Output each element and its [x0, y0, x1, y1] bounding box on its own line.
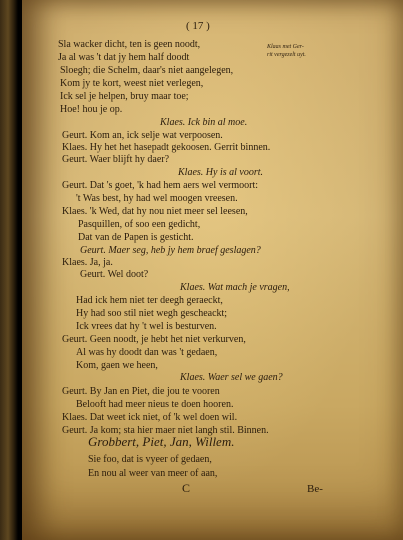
verse-line: Dat van de Papen is gesticht.: [78, 232, 194, 243]
verse-line: Klaes. Dat weet ick niet, of 'k wel doen wil.: [62, 412, 238, 423]
verse-line: Hoe! hou je op.: [60, 104, 123, 115]
verse-line: Hy had soo stil niet wegh gescheackt;: [76, 308, 228, 319]
margin-note-line: Klaas met Ger-: [267, 44, 304, 50]
book-page: [22, 0, 403, 540]
signature-mark: C: [182, 481, 191, 495]
verse-line: Belooft had meer nieus te doen hooren.: [76, 399, 234, 410]
verse-line: Geurt. Maer seg, heb jy hem braef geslagen?: [80, 245, 261, 256]
catchword: Be-: [307, 483, 323, 495]
verse-line: Geurt. Kom an, ick selje wat verpoosen.: [62, 130, 223, 141]
verse-line: Klaes. Hy het het hasepadt gekoosen. Gerrit binnen.: [62, 142, 271, 153]
page-number: ( 17 ): [186, 20, 210, 32]
verse-line: Kom, gaen we heen,: [76, 360, 158, 371]
verse-line: Geurt. Dat 's goet, 'k had hem aers wel vermoort:: [62, 180, 259, 191]
verse-line: Ja al was 't dat jy hem half doodt: [58, 52, 190, 63]
verse-line: Geurt. By Jan en Piet, die jou te vooren: [62, 386, 220, 397]
margin-note-line: rit vergezelt uyt.: [267, 52, 306, 58]
verse-line: Sie foo, dat is vyeer of gedaen,: [88, 454, 212, 465]
verse-line: En nou al weer van meer of aan,: [88, 468, 218, 479]
verse-line: Sla wacker dicht, ten is geen noodt,: [58, 39, 201, 50]
verse-line: Klaes. 'k Wed, dat hy nou niet meer sel leesen,: [62, 206, 248, 217]
verse-line: Klaes. Ja, ja.: [62, 257, 113, 268]
verse-line: Kom jy te kort, weest niet verlegen,: [60, 78, 204, 89]
verse-line: Klaes. Ick bin al moe.: [160, 117, 248, 128]
verse-line: Klaes. Hy is al voort.: [178, 167, 263, 178]
verse-line: Geurt. Waer blijft hy daer?: [62, 154, 170, 165]
verse-line: Klaes. Waer sel we gaen?: [180, 372, 283, 383]
verse-line: Geurt. Geen noodt, je hebt het niet verkurven,: [62, 334, 246, 345]
verse-line: Al was hy doodt dan was 't gedaen,: [76, 347, 218, 358]
verse-line: Ick sel je helpen, bruy maar toe;: [60, 91, 189, 102]
verse-line: 't Was best, hy had wel moogen vreesen.: [76, 193, 238, 204]
verse-line: Sloegh; die Schelm, daar's niet aangelegen,: [60, 65, 234, 76]
verse-line: Klaes. Wat mach je vragen,: [180, 282, 290, 293]
scene-heading: Grobbert, Piet, Jan, Willem.: [88, 434, 235, 449]
verse-line: Pasquillen, of soo een gedicht,: [78, 219, 201, 230]
verse-line: Geurt. Wel doot?: [80, 269, 149, 280]
verse-line: Ick vrees dat hy 't wel is besturven.: [76, 321, 217, 332]
verse-line: Geurt. Ja kom; sta hier maer niet langh stil. Binnen.: [62, 425, 269, 436]
verse-line: Had ick hem niet ter deegh geraeckt,: [76, 295, 223, 306]
